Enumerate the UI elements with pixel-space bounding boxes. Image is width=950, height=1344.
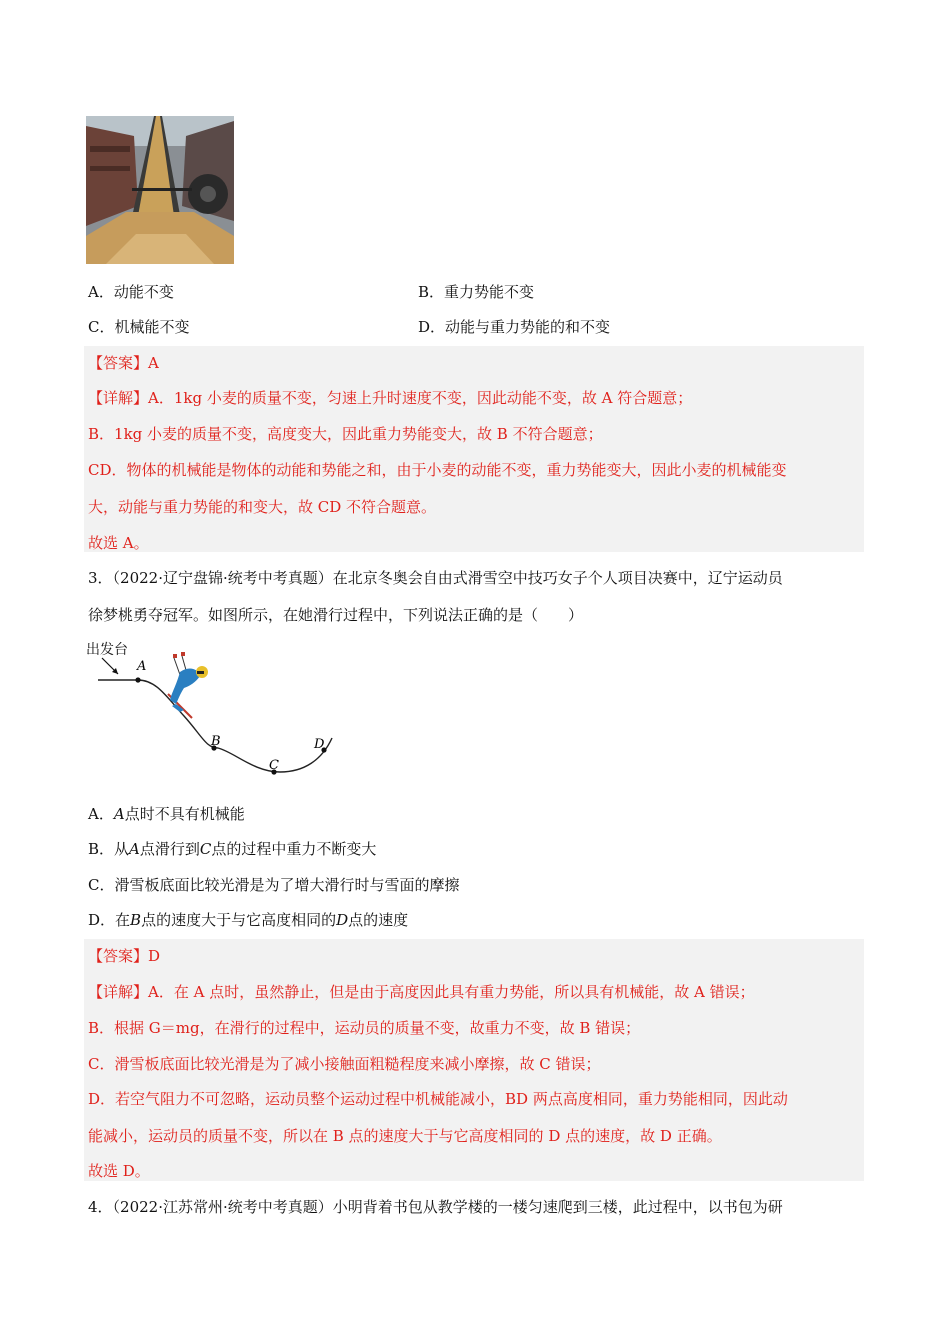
conveyor-photo (86, 116, 234, 264)
q3-detail-line-3: C．滑雪板底面比较光滑是为了减小接触面粗糙程度来减小摩擦，故 C 错误； (88, 1055, 601, 1073)
q3-option-c: C．滑雪板底面比较光滑是为了增大滑行时与雪面的摩擦 (88, 876, 460, 894)
ski-track-figure (84, 638, 344, 782)
q3-answer: 【答案】D (88, 947, 161, 965)
point-a-label: A (137, 659, 147, 674)
skier-icon (168, 652, 208, 718)
point-a-dot (135, 677, 140, 682)
point-c-label: C (269, 758, 279, 773)
point-b-label: B (211, 734, 221, 749)
q4-stem-line-1: 4．（2022·江苏常州·统考中考真题）小明背着书包从教学楼的一楼匀速爬到三楼，此过程中，以书包为研 (88, 1198, 783, 1216)
q3-detail-line-1: 【详解】A．在 A 点时，虽然静止，但是由于高度因此具有重力势能，所以具有机械能，故 A 错误； (88, 983, 755, 1001)
q3-option-a: A．A点时不具有机械能 (88, 805, 245, 823)
q3-option-d: D．在B点的速度大于与它高度相同的D点的速度 (88, 911, 409, 929)
point-d-label: D (314, 737, 325, 752)
q3-stem-line-2: 徐梦桃勇夺冠军。如图所示，在她滑行过程中，下列说法正确的是（ ） (88, 606, 584, 624)
q3-option-b: B．从A点滑行到C点的过程中重力不断变大 (88, 840, 377, 858)
start-platform-label: 出发台 (86, 642, 128, 658)
q3-detail-line-5: 能减小，运动员的质量不变，所以在 B 点的速度大于与它高度相同的 D 点的速度，故 D 正确。 (88, 1127, 722, 1145)
q2-detail-line-2: B．1kg 小麦的质量不变，高度变大，因此重力势能变大，故 B 不符合题意； (88, 425, 603, 443)
q2-option-b: B．重力势能不变 (418, 283, 535, 301)
q2-option-c: C．机械能不变 (88, 318, 190, 336)
q3-detail-line-2: B．根据 G＝mg，在滑行的过程中，运动员的质量不变，故重力不变，故 B 错误； (88, 1019, 641, 1037)
q3-detail-line-4: D．若空气阻力不可忽略，运动员整个运动过程中机械能减小，BD 两点高度相同，重力势能相同，因此动 (88, 1090, 788, 1108)
q2-detail-line-1: 【详解】A．1kg 小麦的质量不变，匀速上升时速度不变，因此动能不变，故 A 符合题意； (88, 389, 693, 407)
q2-option-a: A．动能不变 (88, 283, 174, 301)
q2-answer: 【答案】A (88, 354, 159, 372)
q2-option-d: D．动能与重力势能的和不变 (418, 318, 611, 336)
ski-track-drawing (84, 638, 344, 782)
conveyor-photo-drawing (86, 116, 234, 264)
q2-detail-line-4: 大，动能与重力势能的和变大，故 CD 不符合题意。 (88, 498, 437, 516)
q2-answer-box (84, 346, 864, 552)
q3-stem-line-1: 3．（2022·辽宁盘锦·统考中考真题）在北京冬奥会自由式滑雪空中技巧女子个人项目决赛中，辽宁运动员 (88, 569, 783, 587)
q3-detail-line-6: 故选 D。 (88, 1162, 150, 1180)
q2-detail-line-5: 故选 A。 (88, 534, 149, 552)
q2-detail-line-3: CD．物体的机械能是物体的动能和势能之和，由于小麦的动能不变，重力势能变大，因此小麦的机械能变 (88, 461, 787, 479)
